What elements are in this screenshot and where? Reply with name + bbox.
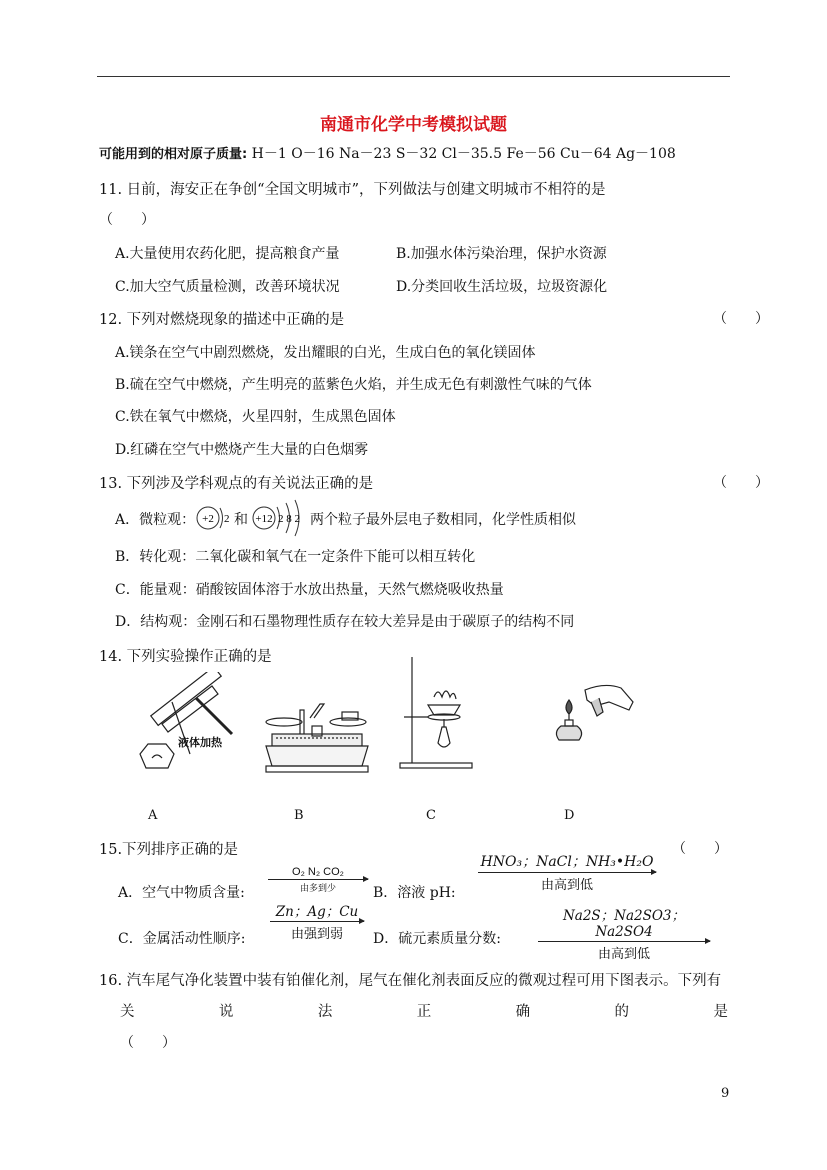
q13-option-b: B．转化观：二氧化碳和氧气在一定条件下能可以相互转化 xyxy=(115,549,476,565)
q16-word: 法 xyxy=(317,1004,333,1020)
figure-a-caption: 液体加热 xyxy=(178,736,222,749)
q16-word: 正 xyxy=(416,1004,432,1020)
q13-paren: （ ） xyxy=(713,475,769,491)
q15-option-d-top: Na2S；Na2SO3；Na2SO4 xyxy=(562,908,686,940)
page-title: 南通市化学中考模拟试题 xyxy=(320,115,507,135)
q14-stem: 14. 下列实验操作正确的是 xyxy=(99,649,272,665)
q11-option-c: C.加大空气质量检测，改善环境状况 xyxy=(115,279,340,295)
q16-word: 关 xyxy=(120,1004,135,1020)
q11-option-a: A.大量使用农药化肥，提高粮食产量 xyxy=(115,246,340,262)
q15-option-d-bottom: 由高到低 xyxy=(597,947,650,962)
q12-option-c: C.铁在氧气中燃烧，火星四射，生成黑色固体 xyxy=(115,409,396,425)
q12-option-a: A.镁条在空气中剧烈燃烧，发出耀眼的白光，生成白色的氧化镁固体 xyxy=(115,345,536,361)
arrow-icon xyxy=(478,872,656,873)
arrow-icon xyxy=(268,879,368,880)
q16-word: 的 xyxy=(614,1004,630,1020)
atom-diagram-helium xyxy=(194,500,234,536)
q11-stem: 11. 日前，海安正在争创“全国文明城市”，下列做法与创建文明城市不相符的是 xyxy=(99,182,606,198)
q16-word: 是 xyxy=(713,1004,728,1020)
q15-paren: （ ） xyxy=(672,841,728,857)
q15-option-a-sequence xyxy=(268,866,368,894)
q15-option-c-bottom: 由强到弱 xyxy=(290,927,343,942)
q15-option-c-prefix: C．金属活动性顺序: xyxy=(118,931,246,947)
q12-paren: （ ） xyxy=(713,311,769,327)
q13-stem: 13. 下列涉及学科观点的有关说法正确的是 xyxy=(99,476,374,492)
arrow-icon xyxy=(538,941,710,942)
figure-a-label: A xyxy=(148,808,158,823)
q13-option-a-text: 两个粒子最外层电子数相同，化学性质相似 xyxy=(310,512,576,528)
q16-paren: （ ） xyxy=(120,1035,176,1051)
q15-option-d-sequence xyxy=(538,904,710,962)
q16-word: 说 xyxy=(218,1004,234,1020)
q11-option-b: B.加强水体污染治理，保护水资源 xyxy=(396,246,607,262)
figure-b-label: B xyxy=(294,808,304,823)
q12-option-b: B.硫在空气中燃烧，产生明亮的蓝紫色火焰，并生成无色有刺激性气味的气体 xyxy=(115,377,592,393)
atom-diagram-magnesium xyxy=(250,498,312,538)
figure-b-balance xyxy=(262,700,372,776)
q13-option-a-and: 和 xyxy=(234,512,248,528)
q15-option-b-prefix: B．溶液 pH: xyxy=(373,885,456,901)
q11-option-d: D.分类回收生活垃圾，垃圾资源化 xyxy=(396,279,608,295)
q15-stem: 15.下列排序正确的是 xyxy=(99,842,239,858)
q15-option-a-top: O₂ N₂ CO₂ xyxy=(292,866,344,878)
q15-option-a-bottom: 由多到少 xyxy=(299,883,336,893)
atom2-nucleus-charge: +12 xyxy=(255,513,273,525)
q13-option-a-prefix: A．微粒观： xyxy=(115,512,196,528)
atom2-shell-electrons: 2 8 2 xyxy=(278,513,300,525)
q15-option-c-sequence xyxy=(270,900,364,942)
atomic-masses xyxy=(99,143,676,163)
q13-option-d: D．结构观：金刚石和石墨物理性质存在较大差异是由于碳原子的结构不同 xyxy=(115,614,575,630)
q16-stem: 16. 汽车尾气净化装置中装有铂催化剂，尾气在催化剂表面反应的微观过程可用下图表示。下列有 xyxy=(99,973,722,989)
q12-option-d: D.红磷在空气中燃烧产生大量的白色烟雾 xyxy=(115,442,369,458)
figure-a-liquid-heating xyxy=(132,672,242,780)
q15-option-b-sequence xyxy=(478,851,656,893)
q15-option-a-prefix: A．空气中物质含量: xyxy=(118,885,245,901)
figure-d-label: D xyxy=(564,808,575,823)
atom1-shell-electrons: 2 xyxy=(224,513,230,525)
q16-word: 确 xyxy=(515,1004,531,1020)
q16-stem-line2 xyxy=(120,1000,728,1021)
figure-c-label: C xyxy=(426,808,436,823)
q15-option-c-top: Zn；Ag；Cu xyxy=(275,904,359,920)
atomic-masses-label: 可能用到的相对原子质量: xyxy=(99,147,248,162)
figure-d-alcohol-lamps xyxy=(545,680,637,760)
atomic-masses-values: H－1 O－16 Na－23 S－32 Cl－35.5 Fe－56 Cu－64 Ag－108 xyxy=(251,146,676,162)
page-number: 9 xyxy=(721,1086,730,1101)
figure-c-iron-stand-burner xyxy=(398,655,474,770)
q11-paren: （ ） xyxy=(99,212,155,228)
q13-option-c: C．能量观：硝酸铵固体溶于水放出热量，天然气燃烧吸收热量 xyxy=(115,582,504,598)
q15-option-d-prefix: D．硫元素质量分数: xyxy=(373,931,501,947)
q15-option-b-bottom: 由高到低 xyxy=(540,878,593,893)
atom1-nucleus-charge: +2 xyxy=(202,513,214,525)
arrow-icon xyxy=(270,921,364,922)
q12-stem: 12. 下列对燃烧现象的描述中正确的是 xyxy=(99,312,345,328)
header-rule xyxy=(97,76,730,77)
q15-option-b-top: HNO₃；NaCl；NH₃•H₂O xyxy=(480,854,654,870)
